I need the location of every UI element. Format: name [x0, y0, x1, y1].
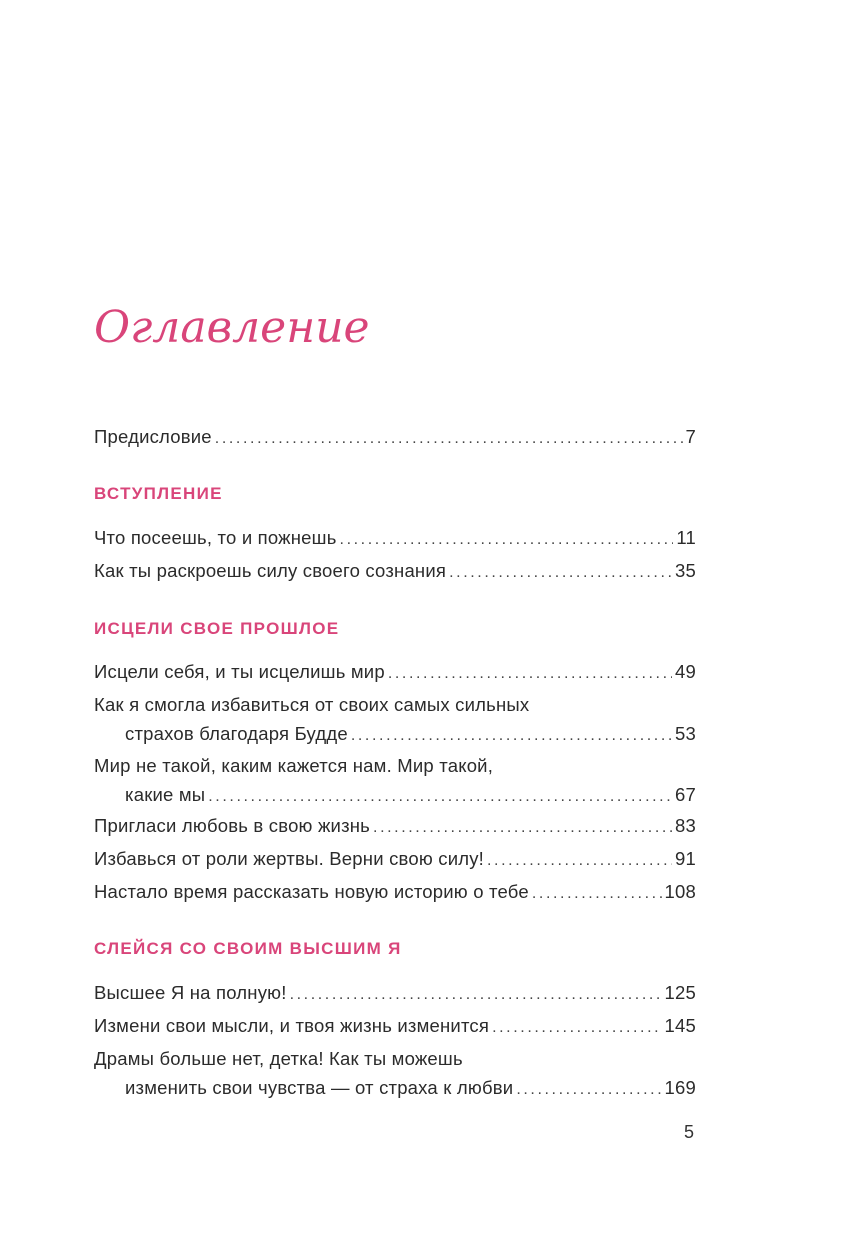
toc-entry-title: Пригласи любовь в свою жизнь: [94, 815, 371, 836]
leader-dots: [208, 782, 672, 811]
toc-entry-title-line1: Как я смогла избавиться от своих самых сильных: [94, 694, 530, 715]
toc-entry-page: 67: [675, 784, 696, 805]
toc-entry-title: Настало время рассказать новую историю о тебе: [94, 881, 529, 902]
leader-dots: [449, 558, 672, 587]
section-heading: ИСЦЕЛИ СВОЕ ПРОШЛОЕ: [94, 619, 340, 638]
toc-entry: [94, 1044, 696, 1104]
toc-entry: [94, 751, 696, 811]
toc-entry-page: 145: [664, 1015, 696, 1036]
toc-entry-title: Что посеешь, то и пожнешь: [94, 527, 337, 548]
toc-entry-title: Избавься от роли жертвы. Верни свою силу!: [94, 848, 485, 869]
toc-entry-page: 83: [675, 815, 696, 836]
leader-dots: [492, 1013, 661, 1042]
page-title: Оглавление: [94, 302, 370, 353]
toc-entry-page: 169: [664, 1077, 696, 1098]
toc-entry: [94, 1011, 696, 1042]
leader-dots: [388, 659, 672, 688]
leader-dots: [373, 813, 672, 842]
leader-dots: [215, 424, 683, 453]
page-number: 5: [684, 1122, 695, 1142]
leader-dots: [487, 846, 672, 875]
toc-entry-page: 49: [675, 661, 696, 682]
toc-entry-page: 35: [675, 560, 696, 581]
toc-entry: [94, 811, 696, 842]
section-heading: СЛЕЙСЯ СО СВОИМ ВЫСШИМ Я: [94, 939, 402, 958]
toc-entry-page: 108: [664, 881, 696, 902]
toc-entry-title-line1: Мир не такой, каким кажется нам. Мир такой,: [94, 755, 494, 776]
toc-entry-page: 53: [675, 723, 696, 744]
toc-entry-title: Как ты раскроешь силу своего сознания: [94, 560, 447, 581]
leader-dots: [290, 980, 662, 1009]
section-heading: ВСТУПЛЕНИЕ: [94, 484, 223, 503]
toc-entry-title: Исцели себя, и ты исцелишь мир: [94, 661, 385, 682]
leader-dots: [532, 879, 662, 908]
toc-entry: [94, 690, 696, 750]
toc-entry-title: какие мы: [125, 784, 206, 805]
toc-entry-title: изменить свои чувства — от страха к любви: [125, 1077, 514, 1098]
toc-entry: [94, 978, 696, 1009]
toc-entry: [94, 523, 696, 554]
toc-entry-title: Измени свои мысли, и твоя жизнь изменится: [94, 1015, 490, 1036]
leader-dots: [340, 525, 674, 554]
toc-entry-preface: [94, 422, 696, 453]
toc-entry: [94, 556, 696, 587]
toc-entry-page: 11: [676, 527, 696, 548]
leader-dots: [351, 721, 672, 750]
toc-entry: [94, 877, 696, 908]
toc-entry: [94, 844, 696, 875]
toc-entry-title: Предисловие: [94, 426, 212, 447]
toc-entry-title-line1: Драмы больше нет, детка! Как ты можешь: [94, 1048, 463, 1069]
toc-entry-title: Высшее Я на полную!: [94, 982, 287, 1003]
toc-entry: [94, 657, 696, 688]
toc-entry-title: страхов благодаря Будде: [125, 723, 348, 744]
toc-entry-page: 91: [675, 848, 696, 869]
toc-entry-page: 125: [664, 982, 696, 1003]
leader-dots: [516, 1075, 661, 1104]
toc-entry-page: 7: [685, 426, 696, 447]
